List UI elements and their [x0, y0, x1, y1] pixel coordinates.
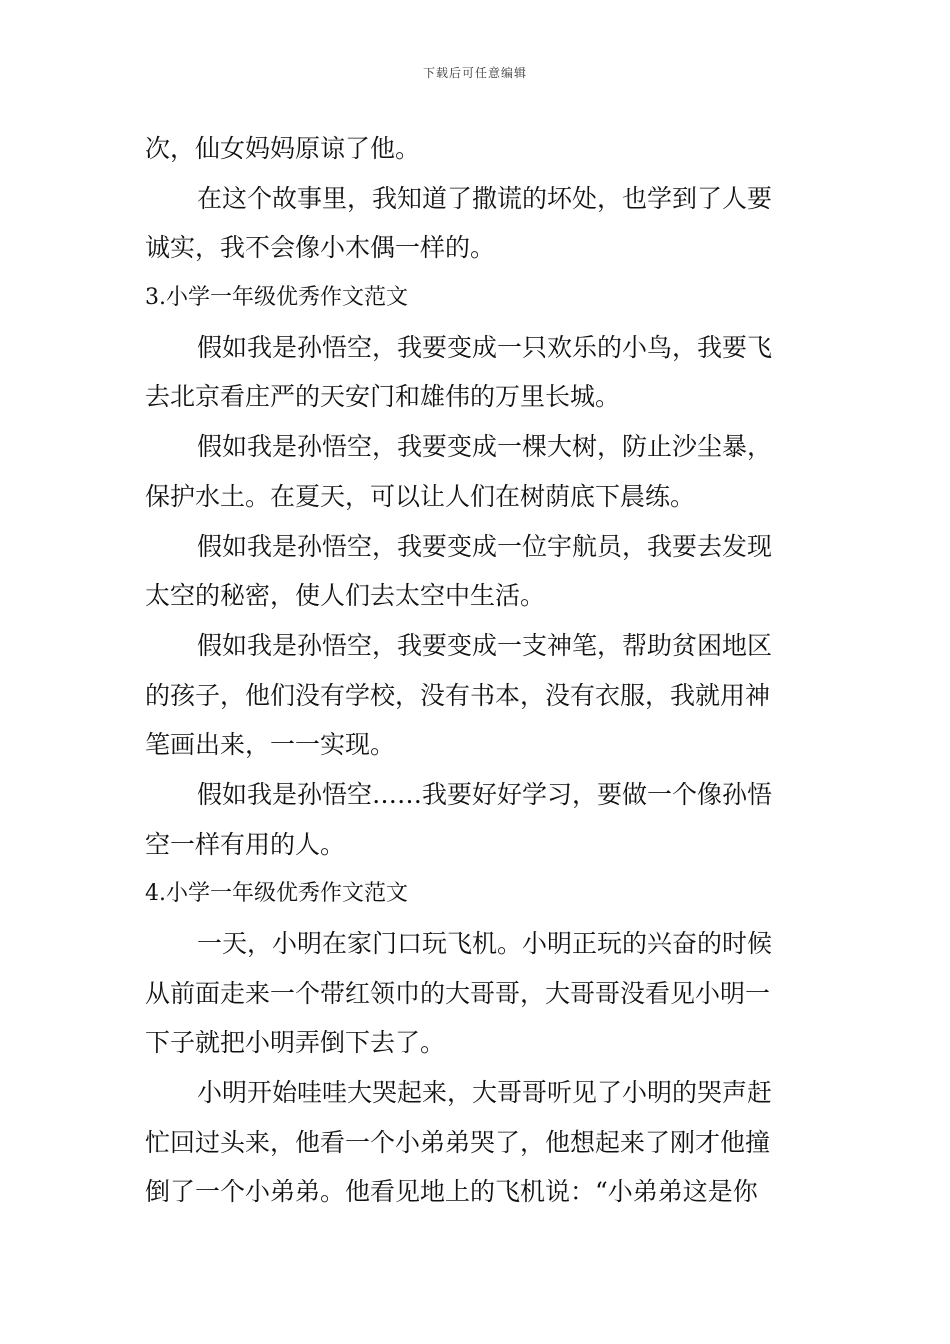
paragraph-first-line: 假如我是孙悟空……我要好好学习，要做一个像孙悟	[197, 779, 773, 809]
text-line: 忙回过头来，他看一个小弟弟哭了，他想起来了刚才他撞	[145, 1127, 771, 1157]
section-heading: 3.小学一年级优秀作文范文	[145, 285, 408, 311]
paragraph-first-line: 假如我是孙悟空，我要变成一只欢乐的小鸟，我要飞	[197, 332, 773, 362]
text-line: 太空的秘密，使人们去太空中生活。	[145, 581, 546, 611]
text-line: 诚实，我不会像小木偶一样的。	[145, 233, 496, 263]
paragraph-first-line: 假如我是孙悟空，我要变成一棵大树，防止沙尘暴，	[197, 432, 773, 462]
paragraph-first-line: 一天，小明在家门口玩飞机。小明正玩的兴奋的时候	[197, 929, 773, 958]
section-heading: 4.小学一年级优秀作文范文	[145, 881, 408, 907]
paragraph-first-line: 假如我是孙悟空，我要变成一支神笔，帮助贫困地区	[197, 630, 773, 660]
paragraph-first-line: 假如我是孙悟空，我要变成一位宇航员，我要去发现	[197, 531, 773, 561]
document-body	[145, 124, 810, 1217]
text-line: 的孩子，他们没有学校，没有书本，没有衣服，我就用神	[145, 680, 771, 710]
text-line: 空一样有用的人。	[145, 829, 346, 859]
paragraph-first-line: 小明开始哇哇大哭起来，大哥哥听见了小明的哭声赶	[197, 1078, 773, 1108]
text-line: 倒了一个小弟弟。他看见地上的飞机说：“小弟弟这是你	[145, 1177, 758, 1207]
paragraph-first-line: 在这个故事里，我知道了撒谎的坏处，也学到了人要	[197, 183, 773, 213]
text-line: 次，仙女妈妈原谅了他。	[145, 134, 421, 163]
page-header: 下载后可任意编辑	[422, 66, 527, 80]
text-line: 从前面走来一个带红领巾的大哥哥，大哥哥没看见小明一	[145, 978, 771, 1008]
text-line: 笔画出来，一一实现。	[145, 730, 396, 760]
text-line: 保护水土。在夏天，可以让人们在树荫底下晨练。	[145, 481, 696, 511]
text-line: 下子就把小明弄倒下去了。	[145, 1028, 446, 1058]
text-line: 去北京看庄严的天安门和雄伟的万里长城。	[145, 382, 621, 412]
